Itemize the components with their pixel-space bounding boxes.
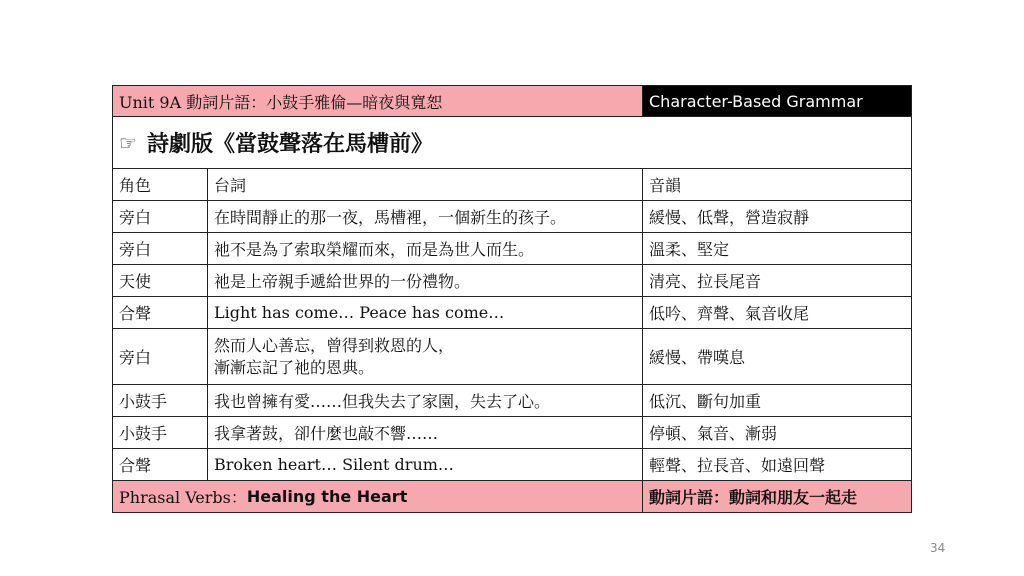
line-cell: 祂不是為了索取榮耀而來，而是為世人而生。 (208, 233, 643, 264)
line-cell: 我拿著鼓，卻什麼也敲不響…… (208, 417, 643, 448)
table-row (113, 385, 911, 417)
role-cell: 旁白 (113, 329, 208, 384)
line-cell: 然而人心善忘，曾得到救恩的人， 漸漸忘記了祂的恩典。 (214, 335, 455, 377)
unit-title: Unit 9A 動詞片語：小鼓手雅倫—暗夜與寬恕 (113, 86, 643, 116)
pointing-hand-icon: ☞ (119, 130, 137, 155)
grammar-card (112, 85, 912, 513)
footer-prefix: Phrasal Verbs： (119, 488, 247, 507)
table-row (113, 297, 911, 329)
line-cell: Broken heart… Silent drum… (208, 449, 643, 480)
header-row (113, 86, 911, 117)
character-based-grammar-badge: Character-Based Grammar (643, 86, 911, 116)
tone-cell: 低吟、齊聲、氣音收尾 (649, 304, 810, 323)
table-row (113, 329, 911, 385)
tone-cell: 清亮、拉長尾音 (649, 272, 762, 291)
role-cell: 旁白 (113, 233, 208, 264)
title-row (113, 117, 911, 169)
line-cell: Light has come… Peace has come… (208, 297, 643, 328)
tone-cell: 停頓、氣音、漸弱 (649, 424, 778, 443)
page-number: 34 (930, 541, 946, 555)
tone-cell: 緩慢、低聲，營造寂靜 (649, 208, 810, 227)
role-cell: 天使 (113, 265, 208, 296)
role-cell: 旁白 (113, 201, 208, 232)
tone-cell: 低沉、斷句加重 (649, 392, 762, 411)
poem-drama-title: 詩劇版《當鼓聲落在馬槽前》 (146, 131, 433, 157)
footer-tagline: 動詞片語：動詞和朋友一起走 (643, 481, 911, 512)
role-cell: 小鼓手 (113, 417, 208, 448)
footer-subtitle: Healing the Heart (246, 487, 408, 506)
table-row (113, 417, 911, 449)
line-cell: 在時間靜止的那一夜，馬槽裡，一個新生的孩子。 (208, 201, 643, 232)
phrasal-verbs-footer (113, 481, 643, 512)
table-row (113, 233, 911, 265)
column-header-line: 台詞 (208, 169, 643, 200)
line-cell: 我也曾擁有愛……但我失去了家園，失去了心。 (208, 385, 643, 416)
table-header-row (113, 169, 911, 201)
tone-cell: 溫柔、堅定 (649, 240, 730, 259)
line-cell: 祂是上帝親手遞給世界的一份禮物。 (208, 265, 643, 296)
column-header-tone: 音韻 (649, 176, 682, 195)
table-row (113, 265, 911, 297)
role-cell: 小鼓手 (113, 385, 208, 416)
column-header-role: 角色 (113, 169, 208, 200)
tone-cell: 輕聲、拉長音、如遠回聲 (649, 456, 826, 475)
table-row (113, 449, 911, 481)
role-cell: 合聲 (113, 449, 208, 480)
role-cell: 合聲 (113, 297, 208, 328)
footer-row (113, 481, 911, 512)
table-row (113, 201, 911, 233)
tone-cell: 緩慢、帶嘆息 (649, 348, 746, 367)
